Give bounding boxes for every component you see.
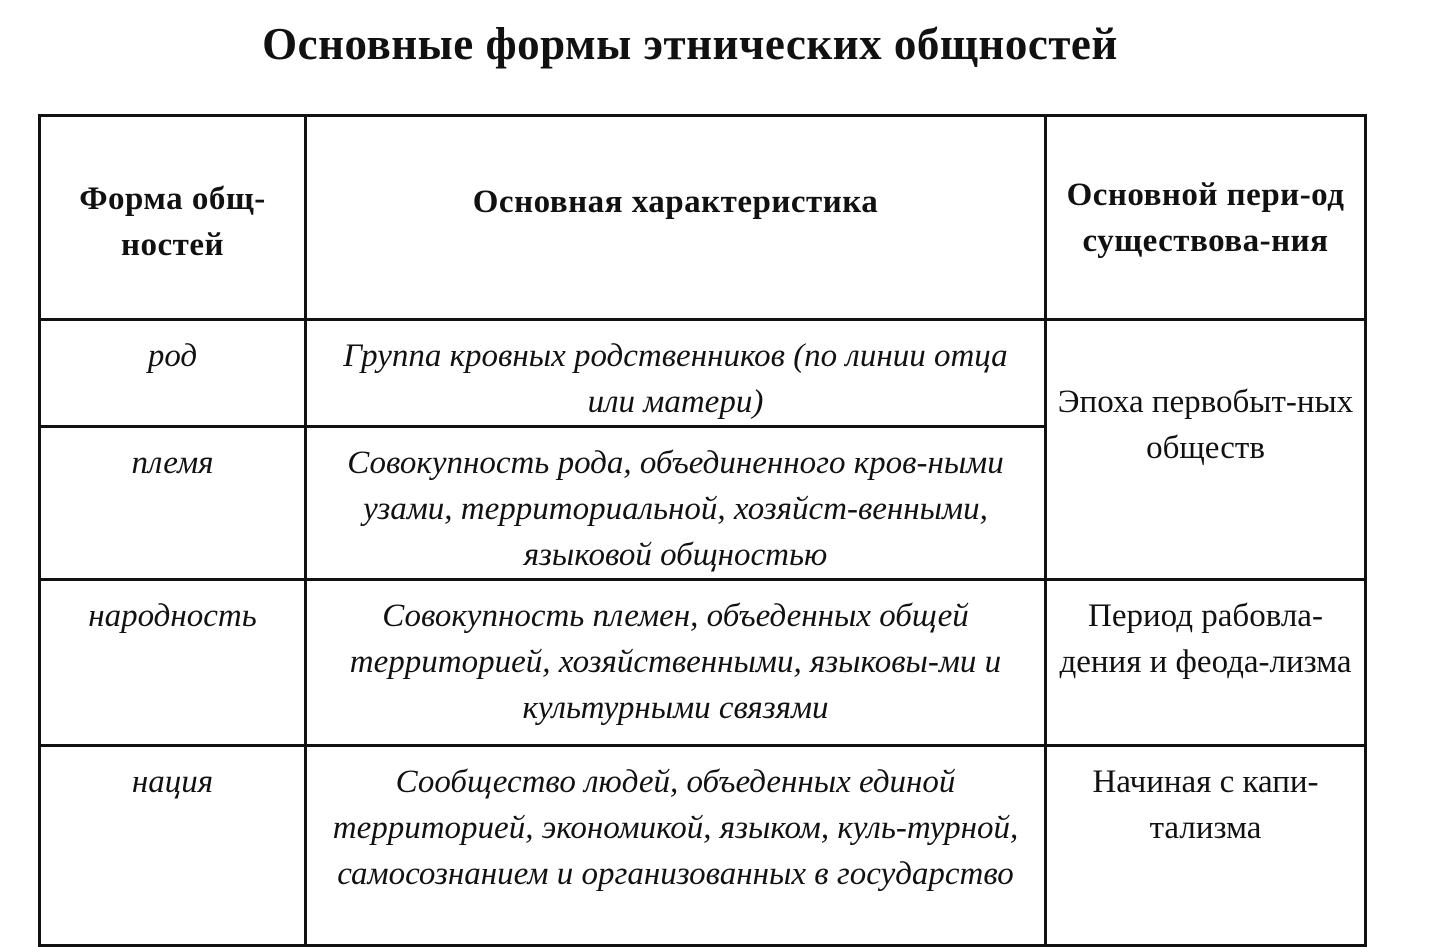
page-title: Основные формы этнических общностей xyxy=(262,19,1118,69)
characteristic-cell: Сообщество людей, объеденных единой территорией, экономикой, языком, куль-турной, самосознанием и организованных в государство xyxy=(306,746,1046,946)
characteristic-cell: Совокупность рода, объединенного кров-ными узами, территориальной, хозяйст-венными, языковой общностью xyxy=(306,427,1046,580)
characteristic-cell: Совокупность племен, объеденных общей территорией, хозяйственными, языковы-ми и культурными связями xyxy=(306,580,1046,746)
header-form: Форма общ-ностей xyxy=(40,116,306,320)
table-row xyxy=(40,320,1366,427)
form-cell: племя xyxy=(40,427,306,580)
characteristic-cell: Группа кровных родственников (по линии отца или матери) xyxy=(306,320,1046,427)
form-cell: род xyxy=(40,320,306,427)
header-period: Основной пери-од существова-ния xyxy=(1046,116,1366,320)
period-cell: Начиная с капи-тализма xyxy=(1046,746,1366,946)
period-cell-merged: Эпоха первобыт-ных обществ xyxy=(1046,320,1366,580)
table-row xyxy=(40,746,1366,946)
form-cell: народность xyxy=(40,580,306,746)
header-characteristic: Основная характеристика xyxy=(306,116,1046,320)
table-header-row xyxy=(40,116,1366,320)
period-cell: Период рабовла-дения и феода-лизма xyxy=(1046,580,1366,746)
ethnic-forms-table xyxy=(38,114,1367,947)
form-cell: нация xyxy=(40,746,306,946)
table-row xyxy=(40,580,1366,746)
